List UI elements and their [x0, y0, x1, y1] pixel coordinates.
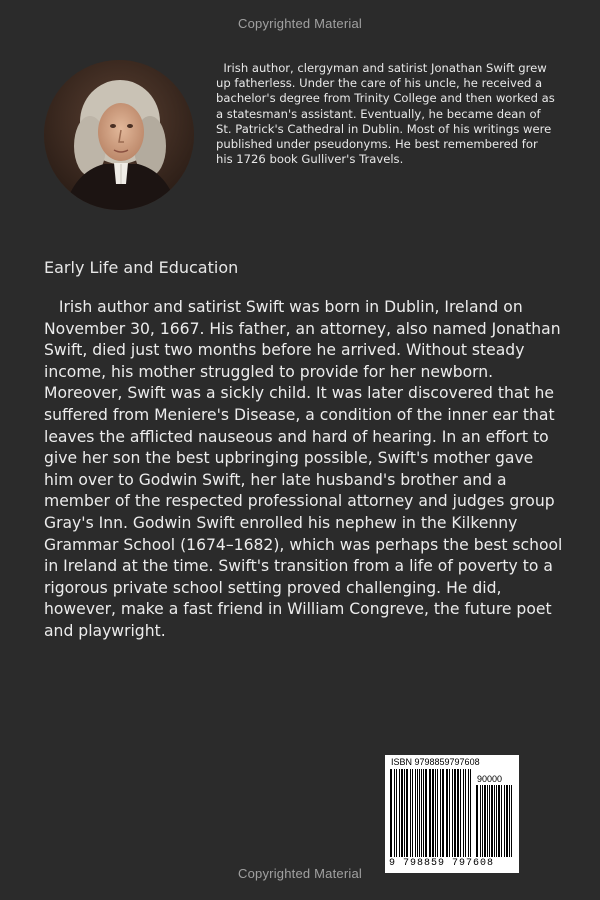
barcode-addon-bars: [475, 785, 515, 857]
barcode-bar: [432, 769, 434, 857]
barcode-bar: [417, 769, 418, 857]
barcode-bar: [506, 785, 508, 857]
barcode-bar: [484, 785, 486, 857]
barcode-bar: [423, 769, 424, 857]
barcode-bar: [494, 785, 495, 857]
barcode-bars: [389, 769, 473, 857]
barcode-bar: [460, 769, 461, 857]
watermark-bottom: Copyrighted Material: [238, 866, 362, 881]
barcode-bar: [487, 785, 488, 857]
barcode-bar: [406, 769, 408, 857]
barcode-bar: [410, 769, 411, 857]
bio-paragraph: Irish author, clergyman and satirist Jonathan Swift grew up fatherless. Under the care of his uncle, he received a bachelor's degree from Trinity College and then worked as a statesman's assistant. Eventually, he became dean of St. Patrick's Cathedral in Dublin. Most of his writings were published under pseudonyms. He best remembered for his 1726 book Gulliver's Travels.: [216, 61, 559, 167]
barcode-bar: [480, 785, 481, 857]
barcode-bar: [399, 769, 400, 857]
barcode-bar: [463, 769, 464, 857]
watermark-top: Copyrighted Material: [238, 16, 362, 31]
barcode-bar: [468, 769, 469, 857]
barcode-bar: [425, 769, 427, 857]
barcode-bar: [452, 769, 453, 857]
price-code: 90000: [477, 774, 503, 784]
barcode-bar: [440, 769, 441, 857]
barcode-bar: [421, 769, 422, 857]
isbn-barcode: [385, 755, 519, 873]
barcode-bar: [489, 785, 490, 857]
barcode-bar: [401, 769, 403, 857]
barcode-bar: [465, 769, 466, 857]
barcode-bar: [437, 769, 438, 857]
barcode-bar: [446, 769, 448, 857]
section-title: Early Life and Education: [44, 258, 239, 277]
barcode-bar: [442, 769, 444, 857]
barcode-bar: [394, 769, 395, 857]
barcode-bar: [491, 785, 493, 857]
barcode-bar: [509, 785, 510, 857]
barcode-bar: [404, 769, 405, 857]
barcode-bar: [429, 769, 431, 857]
portrait-image: [44, 60, 194, 210]
barcode-bar: [396, 769, 397, 857]
barcode-bar: [476, 785, 478, 857]
barcode-bar: [496, 785, 497, 857]
barcode-bar: [470, 769, 471, 857]
barcode-bar: [501, 785, 502, 857]
barcode-bar: [415, 769, 416, 857]
barcode-bar: [511, 785, 512, 857]
barcode-digits: 9 798859 797608: [389, 858, 495, 869]
barcode-bar: [449, 769, 450, 857]
barcode-bar: [419, 769, 420, 857]
barcode-bar: [412, 769, 413, 857]
barcode-bar: [482, 785, 483, 857]
barcode-bar: [435, 769, 436, 857]
section-body: Irish author and satirist Swift was born in Dublin, Ireland on November 30, 1667. His father, an attorney, also named Jonathan Swift, died just two months before he arrived. Without steady income, his mother struggled to provide for her newborn. Moreover, Swift was a sickly child. It was later discovered that he suffered from Meniere's Disease, a condition of the inner ear that leaves the afflicted nauseous and hard of hearing. In an effort to give her son the best upbringing possible, Swift's mother gave him over to Godwin Swift, her late husband's brother and a member of the respected professional attorney and judges group Gray's Inn. Godwin Swift enrolled his nephew in the Kilkenny Grammar School (1674–1682), which was perhaps the best school in Ireland at the time. Swift's transition from a life of poverty to a rigorous private school setting proved challenging. He did, however, make a fast friend in William Congreve, the future poet and playwright.: [44, 298, 568, 640]
isbn-label: ISBN 9798859797608: [391, 757, 480, 767]
barcode-bar: [498, 785, 500, 857]
barcode-bar: [457, 769, 459, 857]
barcode-bar: [454, 769, 456, 857]
barcode-bar: [390, 769, 392, 857]
barcode-bar: [504, 785, 505, 857]
